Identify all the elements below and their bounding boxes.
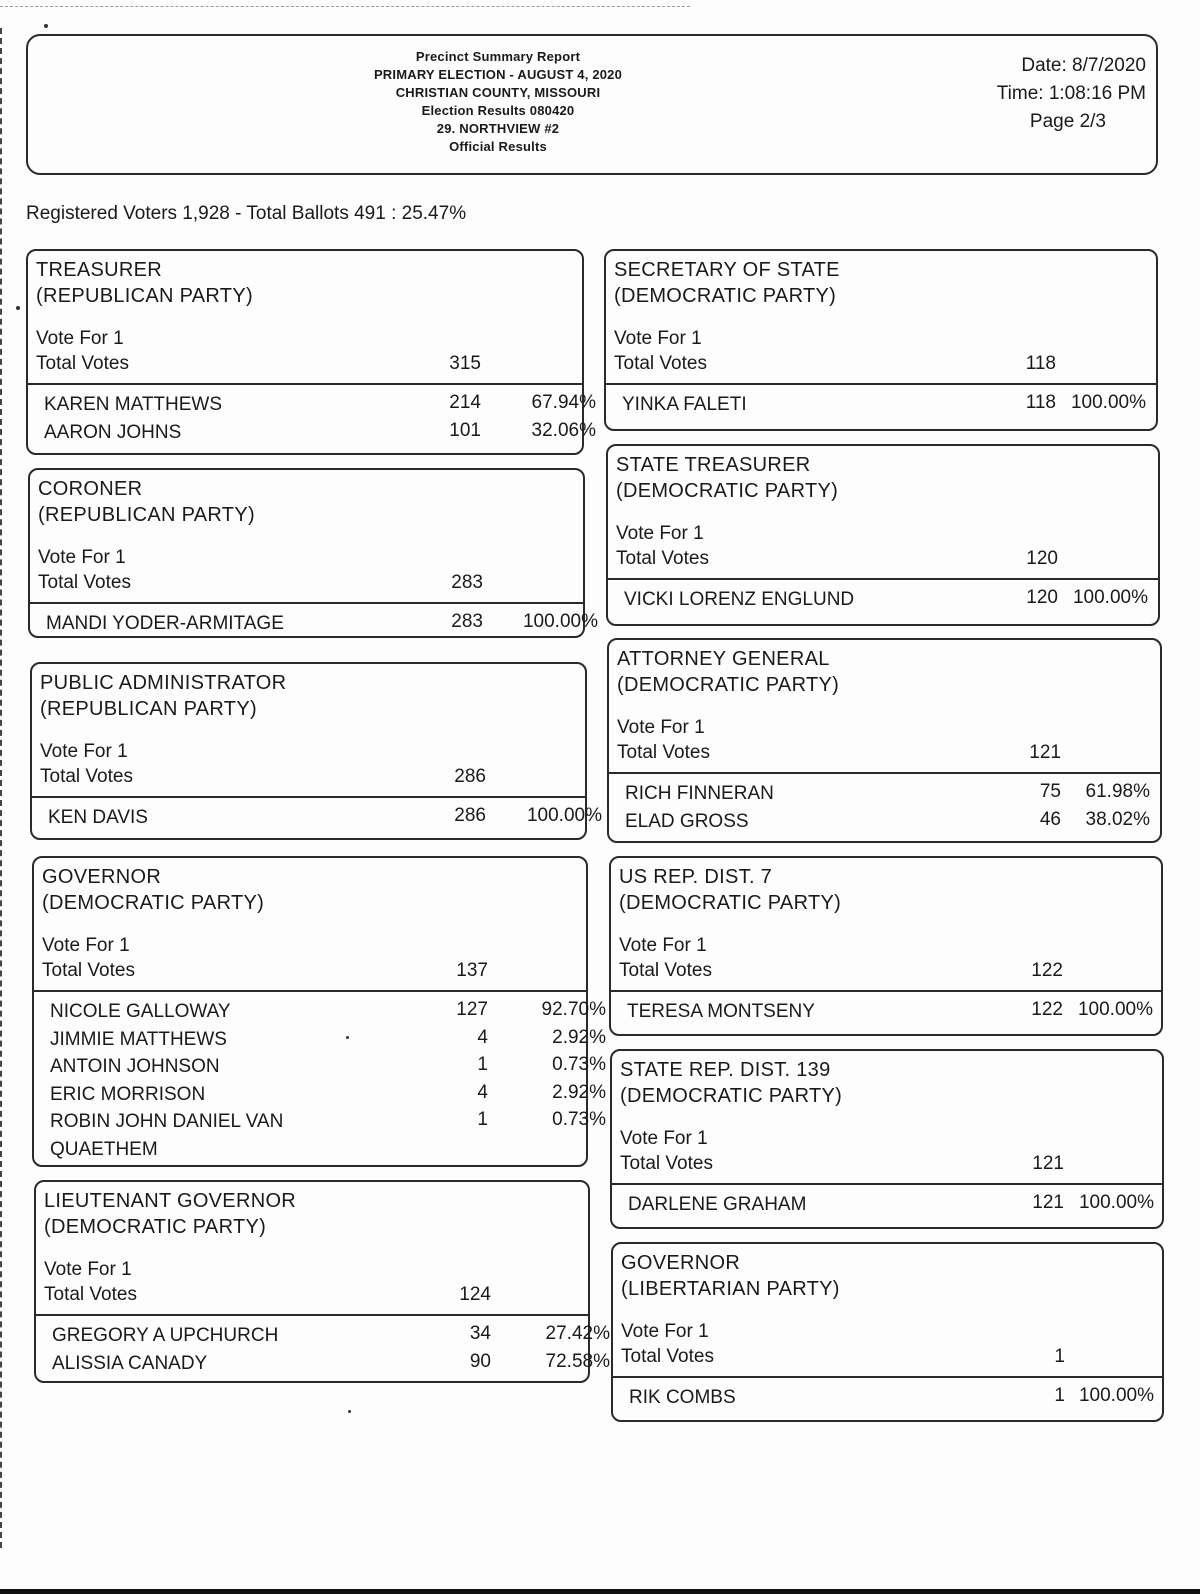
contest-title-block — [38, 476, 255, 528]
contest-party: (REPUBLICAN PARTY) — [40, 698, 257, 720]
report-time: Time: 1:08:16 PM — [996, 83, 1146, 104]
candidate-votes: 121 — [1032, 1192, 1064, 1213]
report-meta — [997, 52, 1146, 136]
contest-party: (DEMOCRATIC PARTY) — [42, 892, 265, 914]
scan-speck — [44, 24, 48, 28]
candidate-name: TERESA MONTSENY — [627, 1001, 815, 1022]
candidate-votes: 1 — [477, 1109, 488, 1130]
contest-divider — [30, 602, 583, 604]
candidate-row — [34, 999, 606, 1027]
candidate-percent: 32.06% — [531, 419, 596, 441]
contest-party: (LIBERTARIAN PARTY) — [621, 1278, 840, 1300]
contest-divider — [612, 1183, 1162, 1185]
total-votes-label: Total Votes — [620, 1153, 713, 1174]
contest-divider — [606, 383, 1156, 385]
vote-for-label: Vote For 1 — [36, 328, 124, 349]
candidate-votes: 34 — [469, 1323, 491, 1344]
candidate-name: JIMMIE MATTHEWS — [50, 1028, 227, 1050]
contest-title-block — [616, 452, 838, 504]
candidate-list — [613, 1385, 1162, 1413]
candidate-name: GREGORY A UPCHURCH — [52, 1325, 279, 1346]
candidate-row — [609, 809, 1160, 837]
contest-title: STATE TREASURER — [616, 454, 811, 476]
candidate-percent: 100.00% — [1077, 999, 1153, 1020]
candidate-name: ERIC MORRISON — [50, 1083, 206, 1105]
candidate-row — [36, 1323, 610, 1351]
candidate-row — [612, 1192, 1162, 1220]
contest-title: STATE REP. DIST. 139 — [620, 1059, 831, 1081]
candidate-percent: 0.73% — [552, 1054, 606, 1075]
candidate-percent: 2.92% — [552, 1081, 606, 1103]
candidate-percent: 100.00% — [1078, 1192, 1154, 1213]
contest-title-block — [620, 1057, 842, 1109]
candidate-list — [36, 1323, 610, 1378]
contest-party: (REPUBLICAN PARTY) — [38, 504, 255, 526]
candidate-row — [36, 1350, 610, 1379]
candidate-name: RIK COMBS — [629, 1387, 736, 1408]
total-votes-value: 286 — [454, 766, 486, 787]
vote-for-label: Vote For 1 — [616, 523, 704, 544]
total-votes-label: Total Votes — [42, 960, 135, 981]
candidate-percent: 61.98% — [1085, 781, 1150, 802]
contest-divider — [28, 383, 582, 385]
candidate-percent: 100.00% — [1070, 392, 1146, 413]
candidate-percent: 100.00% — [1072, 587, 1148, 608]
contest-party: (REPUBLICAN PARTY) — [36, 285, 253, 307]
contest-divider — [609, 772, 1160, 774]
county-name: CHRISTIAN COUNTY, MISSOURI — [395, 85, 601, 100]
total-votes-value: 122 — [1031, 960, 1063, 981]
total-votes-value: 124 — [459, 1284, 491, 1305]
candidate-votes: 127 — [456, 999, 488, 1020]
total-votes-label: Total Votes — [36, 353, 129, 374]
total-votes-label: Total Votes — [44, 1284, 137, 1305]
total-votes-value: 118 — [1025, 353, 1056, 374]
contest-divider — [608, 578, 1158, 580]
candidate-percent: 27.42% — [545, 1323, 610, 1344]
candidate-name: VICKI LORENZ ENGLUND — [624, 589, 855, 610]
candidate-votes: 283 — [451, 611, 483, 632]
total-votes-label: Total Votes — [40, 766, 133, 787]
scan-speck — [348, 1410, 351, 1413]
candidate-votes: 75 — [1039, 781, 1061, 802]
candidate-name: ANTOIN JOHNSON — [50, 1056, 220, 1077]
candidate-row — [28, 419, 596, 448]
candidate-list — [612, 1192, 1162, 1220]
candidate-row — [608, 587, 1158, 615]
candidate-row — [611, 999, 1161, 1027]
candidate-name: MANDI YODER-ARMITAGE — [46, 613, 284, 634]
candidate-name: ELAD GROSS — [625, 810, 749, 832]
candidate-percent: 92.70% — [541, 999, 606, 1020]
results-id: Election Results 080420 — [421, 103, 575, 118]
candidate-votes: 4 — [477, 1081, 488, 1103]
candidate-percent: 67.94% — [531, 392, 596, 413]
contest-title-block — [44, 1188, 296, 1240]
vote-for-label: Vote For 1 — [38, 547, 126, 568]
vote-for-label: Vote For 1 — [42, 935, 130, 956]
candidate-votes: 286 — [454, 805, 486, 826]
contest-title-block — [40, 670, 286, 722]
contest-divider — [32, 796, 585, 798]
candidate-percent: 100.00% — [526, 805, 602, 826]
scan-edge-bottom — [0, 1589, 1200, 1594]
contest-title-block — [619, 864, 841, 916]
candidate-percent: 100.00% — [1078, 1385, 1154, 1406]
contest-party: (DEMOCRATIC PARTY) — [620, 1085, 843, 1107]
candidate-row — [34, 1137, 586, 1165]
total-votes-value: 315 — [449, 353, 481, 374]
contest-title-block — [42, 864, 264, 916]
total-votes-label: Total Votes — [621, 1346, 714, 1367]
contest-box — [604, 249, 1158, 431]
report-title: Precinct Summary Report — [415, 49, 581, 64]
total-votes-label: Total Votes — [38, 572, 131, 593]
candidate-percent: 38.02% — [1085, 808, 1150, 830]
contest-divider — [34, 990, 586, 992]
contest-title-block — [36, 257, 253, 309]
registered-voters-summary: Registered Voters 1,928 - Total Ballots 491 : 25.47% — [26, 203, 467, 224]
contest-title: CORONER — [38, 478, 143, 500]
contest-party: (DEMOCRATIC PARTY) — [614, 285, 837, 307]
candidate-list — [611, 999, 1161, 1027]
contest-title-block — [621, 1250, 840, 1302]
candidate-row — [28, 392, 596, 420]
contest-party: (DEMOCRATIC PARTY) — [44, 1216, 267, 1238]
contest-box — [34, 1180, 610, 1383]
candidate-name: KEN DAVIS — [48, 807, 148, 828]
contest-box — [607, 638, 1162, 843]
contest-box — [30, 662, 602, 840]
candidate-name: AARON JOHNS — [44, 421, 182, 443]
contest-title: GOVERNOR — [621, 1252, 741, 1274]
contest-box — [606, 444, 1160, 626]
contest-box — [26, 249, 596, 455]
contest-divider — [613, 1376, 1162, 1378]
candidate-percent: 2.92% — [552, 1026, 606, 1048]
candidate-list — [606, 392, 1156, 420]
candidate-list — [30, 611, 598, 639]
contest-title: SECRETARY OF STATE — [614, 259, 840, 281]
vote-for-label: Vote For 1 — [617, 717, 705, 738]
scan-edge-top — [0, 6, 690, 7]
candidate-row — [34, 1026, 606, 1055]
candidate-list — [28, 392, 596, 447]
total-votes-value: 283 — [451, 572, 483, 593]
candidate-name: NICOLE GALLOWAY — [50, 1001, 231, 1022]
candidate-row — [609, 781, 1160, 809]
contest-party: (DEMOCRATIC PARTY) — [617, 674, 840, 696]
candidate-votes: 4 — [477, 1026, 488, 1048]
total-votes-value: 137 — [456, 960, 488, 981]
report-page: Page 2/3 — [1029, 111, 1106, 132]
candidate-votes: 118 — [1025, 392, 1056, 413]
precinct-name: 29. NORTHVIEW #2 — [436, 121, 560, 136]
election-name: PRIMARY ELECTION - AUGUST 4, 2020 — [373, 67, 623, 82]
total-votes-label: Total Votes — [614, 353, 707, 374]
candidate-row — [613, 1385, 1162, 1413]
candidate-list — [609, 781, 1160, 836]
scan-edge-left — [0, 28, 5, 1548]
candidate-list — [34, 999, 606, 1164]
candidate-votes: 1 — [1054, 1385, 1065, 1406]
candidate-percent: 100.00% — [522, 611, 598, 632]
candidate-votes: 46 — [1039, 808, 1061, 830]
contest-party: (DEMOCRATIC PARTY) — [616, 480, 839, 502]
candidate-votes: 122 — [1031, 999, 1063, 1020]
total-votes-value: 121 — [1032, 1153, 1064, 1174]
report-header — [26, 34, 1158, 175]
candidate-name: RICH FINNERAN — [625, 783, 774, 804]
candidate-votes: 90 — [469, 1350, 491, 1372]
contest-title: TREASURER — [36, 259, 163, 281]
candidate-votes: 1 — [477, 1054, 488, 1075]
contest-title: GOVERNOR — [42, 866, 162, 888]
candidate-votes: 214 — [449, 392, 481, 413]
candidate-row — [32, 805, 602, 833]
contest-title-block — [614, 257, 840, 309]
candidate-name: DARLENE GRAHAM — [628, 1194, 807, 1215]
candidate-row — [34, 1109, 606, 1137]
total-votes-label: Total Votes — [617, 742, 710, 763]
candidate-name: ALISSIA CANADY — [52, 1352, 208, 1374]
total-votes-label: Total Votes — [616, 548, 709, 569]
candidate-votes: 120 — [1026, 587, 1058, 608]
vote-for-label: Vote For 1 — [621, 1321, 709, 1342]
vote-for-label: Vote For 1 — [40, 741, 128, 762]
candidate-percent: 0.73% — [552, 1109, 606, 1130]
contest-party: (DEMOCRATIC PARTY) — [619, 892, 842, 914]
contest-title: PUBLIC ADMINISTRATOR — [40, 672, 287, 694]
candidate-list — [32, 805, 602, 833]
candidate-name: YINKA FALETI — [622, 394, 747, 415]
candidate-row — [34, 1081, 606, 1110]
contest-box — [32, 856, 606, 1167]
contest-box — [611, 1242, 1164, 1422]
contest-divider — [611, 990, 1161, 992]
contest-title-block — [617, 646, 839, 698]
total-votes-value: 121 — [1029, 742, 1061, 763]
total-votes-value: 120 — [1026, 548, 1058, 569]
vote-for-label: Vote For 1 — [44, 1259, 132, 1280]
report-date: Date: 8/7/2020 — [1021, 55, 1146, 76]
scan-speck — [16, 306, 20, 310]
contest-box — [610, 1049, 1164, 1229]
candidate-percent: 72.58% — [545, 1350, 610, 1372]
contest-title: LIEUTENANT GOVERNOR — [44, 1190, 297, 1212]
candidate-row — [30, 611, 598, 639]
vote-for-label: Vote For 1 — [614, 328, 702, 349]
candidate-name: ROBIN JOHN DANIEL VAN — [50, 1111, 284, 1132]
candidate-votes: 101 — [449, 419, 481, 441]
candidate-name: KAREN MATTHEWS — [44, 394, 223, 415]
contest-box — [609, 856, 1163, 1036]
vote-for-label: Vote For 1 — [619, 935, 707, 956]
total-votes-label: Total Votes — [619, 960, 712, 981]
contest-title: ATTORNEY GENERAL — [617, 648, 830, 670]
contest-title: US REP. DIST. 7 — [619, 866, 773, 888]
contest-box — [28, 468, 598, 638]
candidate-row — [34, 1054, 606, 1082]
report-header-title-block — [328, 48, 668, 156]
candidate-row — [606, 392, 1156, 420]
candidate-name: QUAETHEM — [50, 1138, 158, 1160]
total-votes-value: 1 — [1054, 1346, 1065, 1367]
candidate-list — [608, 587, 1158, 615]
results-status: Official Results — [449, 139, 547, 154]
contest-divider — [36, 1314, 588, 1316]
vote-for-label: Vote For 1 — [620, 1128, 708, 1149]
